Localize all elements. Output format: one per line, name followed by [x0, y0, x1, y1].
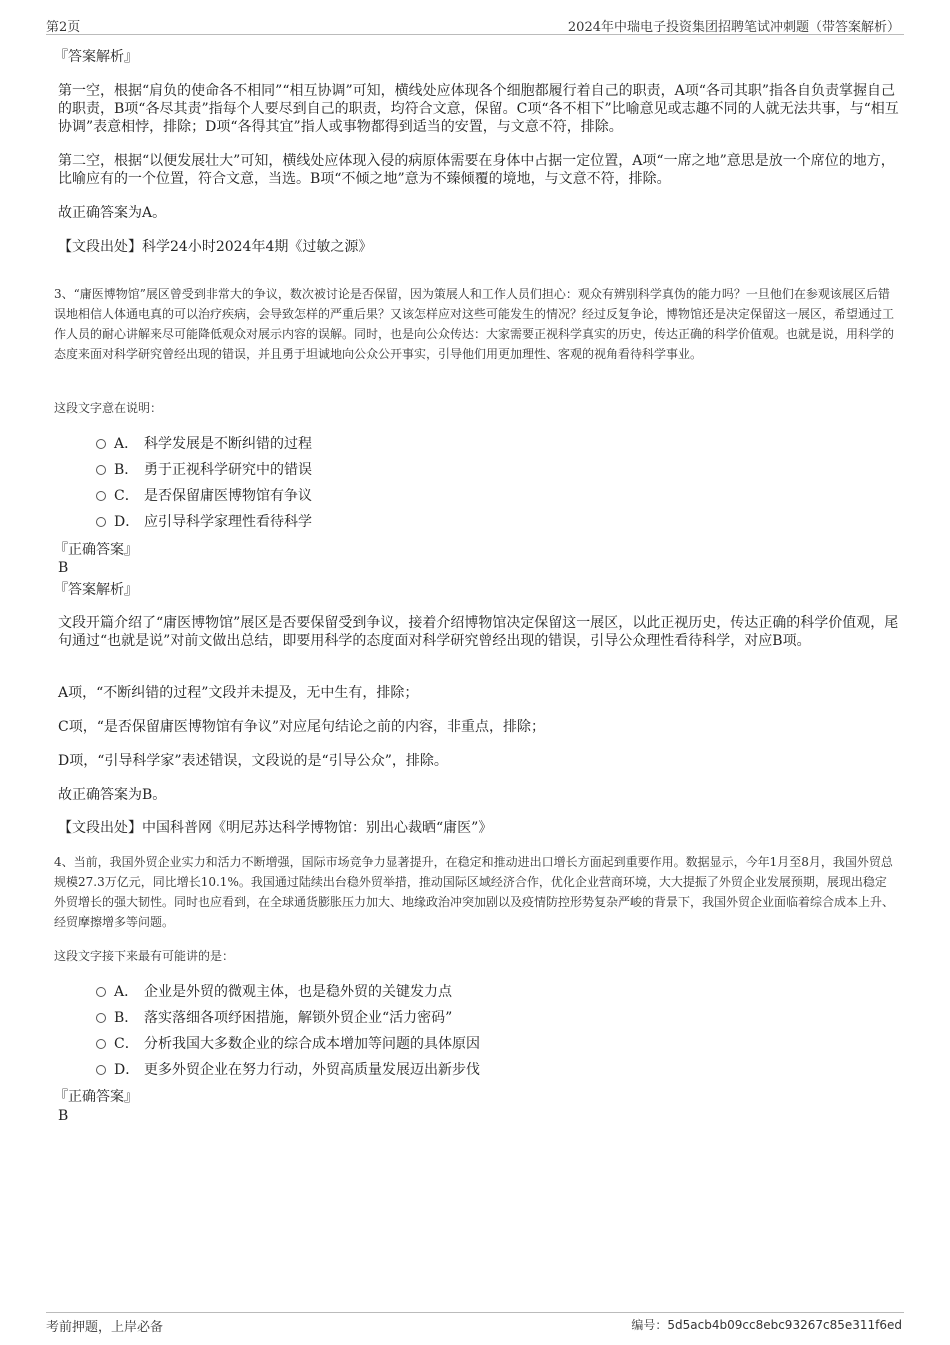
q3-question: 这段文字意在说明：	[54, 401, 163, 415]
radio-icon[interactable]	[96, 465, 106, 475]
q4-option-a[interactable]: A． 企业是外贸的微观主体，也是稳外贸的关键发力点	[96, 983, 452, 1001]
q3-option-d[interactable]: D． 应引导科学家理性看待科学	[96, 513, 312, 531]
page-header	[46, 14, 904, 35]
radio-icon[interactable]	[96, 491, 106, 501]
q3-analysis-label: 『答案解析』	[54, 582, 138, 598]
q3-analysis-a: A项，“不断纠错的过程”文段并未提及，无中生有，排除；	[58, 685, 419, 701]
q3-analysis-p1: 文段开篇介绍了“庸医博物馆”展区是否要保留受到争议，接着介绍博物馆决定保留这一展区，以此正视历史，传达正确的科学价值观，尾句通过“也就是说”对前文做出总结，即要用科学的态度面对科学研究曾经出现的错误，引导公众理性看待科学，对应B项。	[58, 615, 899, 649]
q2-analysis-p2: 第二空，根据“以便发展壮大”可知，横线处应体现入侵的病原体需要在身体中占据一定位置，A项“一席之地”意思是放一个席位的地方，比喻应有的一个位置，符合文意，当选。B项“不倾之地”意为不臻倾覆的境地，与文意不符，排除。	[58, 153, 895, 187]
radio-icon[interactable]	[96, 987, 106, 997]
q2-source: 【文段出处】科学24小时2024年4期《过敏之源》	[58, 239, 373, 255]
q2-conclusion: 故正确答案为A。	[58, 205, 167, 221]
q3-analysis-d: D项，“引导科学家”表述错误，文段说的是“引导公众”，排除。	[58, 753, 448, 769]
q3-stem: 3、“庸医博物馆”展区曾受到非常大的争议，数次被讨论是否保留，因为策展人和工作人员们担心：观众有辨别科学真伪的能力吗？一旦他们在参观该展区后错误地相信人体通电真的可以治疗疾病，会导致怎样的严重后果？又该怎样应对这些可能发生的情况？经过反复争论，博物馆还是决定保留这一展区，希望通过工作人员的耐心讲解来尽可能降低观众对展示内容的误解。同时，也是向公众传达：大家需要正视科学真实的历史，传达正确的科学价值观。也就是说，用科学的态度来面对科学研究曾经出现的错误，并且勇于坦诚地向公众公开事实，引导他们用更加理性、客观的视角看待科学事业。	[54, 287, 895, 361]
q2-analysis-p1: 第一空，根据“肩负的使命各不相同”“相互协调”可知，横线处应体现各个细胞都履行着自己的职责，A项“各司其职”指各自负责掌握自己的职责，B项“各尽其责”指每个人要尽到自己的职责，均符合文意，保留。C项“各不相下”比喻意见或志趣不同的人就无法共事，与“相互协调”表意相悖，排除；D项“各得其宜”指人或事物都得到适当的安置，与文意不符，排除。	[58, 83, 899, 135]
q4-option-c[interactable]: C． 分析我国大多数企业的综合成本增加等问题的具体原因	[96, 1035, 480, 1053]
radio-icon[interactable]	[96, 439, 106, 449]
q3-conclusion: 故正确答案为B。	[58, 787, 167, 803]
footer-slogan: 考前押题，上岸必备	[46, 1320, 164, 1335]
q4-option-d[interactable]: D． 更多外贸企业在努力行动，外贸高质量发展迈出新步伐	[96, 1061, 480, 1079]
q3-option-c[interactable]: C． 是否保留庸医博物馆有争议	[96, 487, 312, 505]
q3-option-b[interactable]: B． 勇于正视科学研究中的错误	[96, 461, 312, 479]
q3-source: 【文段出处】中国科普网《明尼苏达科学博物馆：别出心裁晒“庸医”》	[58, 820, 493, 836]
q4-option-b[interactable]: B． 落实落细各项纾困措施，解锁外贸企业“活力密码”	[96, 1009, 452, 1027]
radio-icon[interactable]	[96, 1013, 106, 1023]
q3-analysis-c: C项，“是否保留庸医博物馆有争议”对应尾句结论之前的内容，非重点，排除；	[58, 719, 546, 735]
document-title: 2024年中瑞电子投资集团招聘笔试冲刺题（带答案解析）	[567, 20, 900, 35]
q3-answer-label: 『正确答案』	[54, 542, 138, 558]
radio-icon[interactable]	[96, 1039, 106, 1049]
q2-analysis-label: 『答案解析』	[54, 49, 138, 65]
document-code: 编号：5d5acb4b09cc8ebc93267c85e311f6ed	[631, 1318, 902, 1332]
q4-answer: B	[58, 1108, 69, 1124]
q3-option-a[interactable]: A． 科学发展是不断纠错的过程	[96, 435, 312, 453]
q4-question: 这段文字接下来最有可能讲的是：	[54, 949, 235, 963]
radio-icon[interactable]	[96, 1065, 106, 1075]
page-number: 第2页	[46, 20, 81, 35]
q3-answer: B	[58, 560, 69, 576]
q4-answer-label: 『正确答案』	[54, 1089, 138, 1105]
q4-stem: 4、当前，我国外贸企业实力和活力不断增强，国际市场竞争力显著提升，在稳定和推动进出口增长方面起到重要作用。数据显示，今年1月至8月，我国外贸总规模27.3万亿元，同比增长10.1%。我国通过陆续出台稳外贸举措，推动国际区域经济合作，优化企业营商环境，大大提振了外贸企业发展预期，展现出稳定外贸增长的强大韧性。同时也应看到，在全球通货膨胀压力加大、地缘政治冲突加剧以及疫情防控形势复杂严峻的背景下，我国外贸企业面临着综合成本上升、经贸摩擦增多等问题。	[54, 855, 895, 929]
page-footer	[46, 1312, 904, 1335]
radio-icon[interactable]	[96, 517, 106, 527]
